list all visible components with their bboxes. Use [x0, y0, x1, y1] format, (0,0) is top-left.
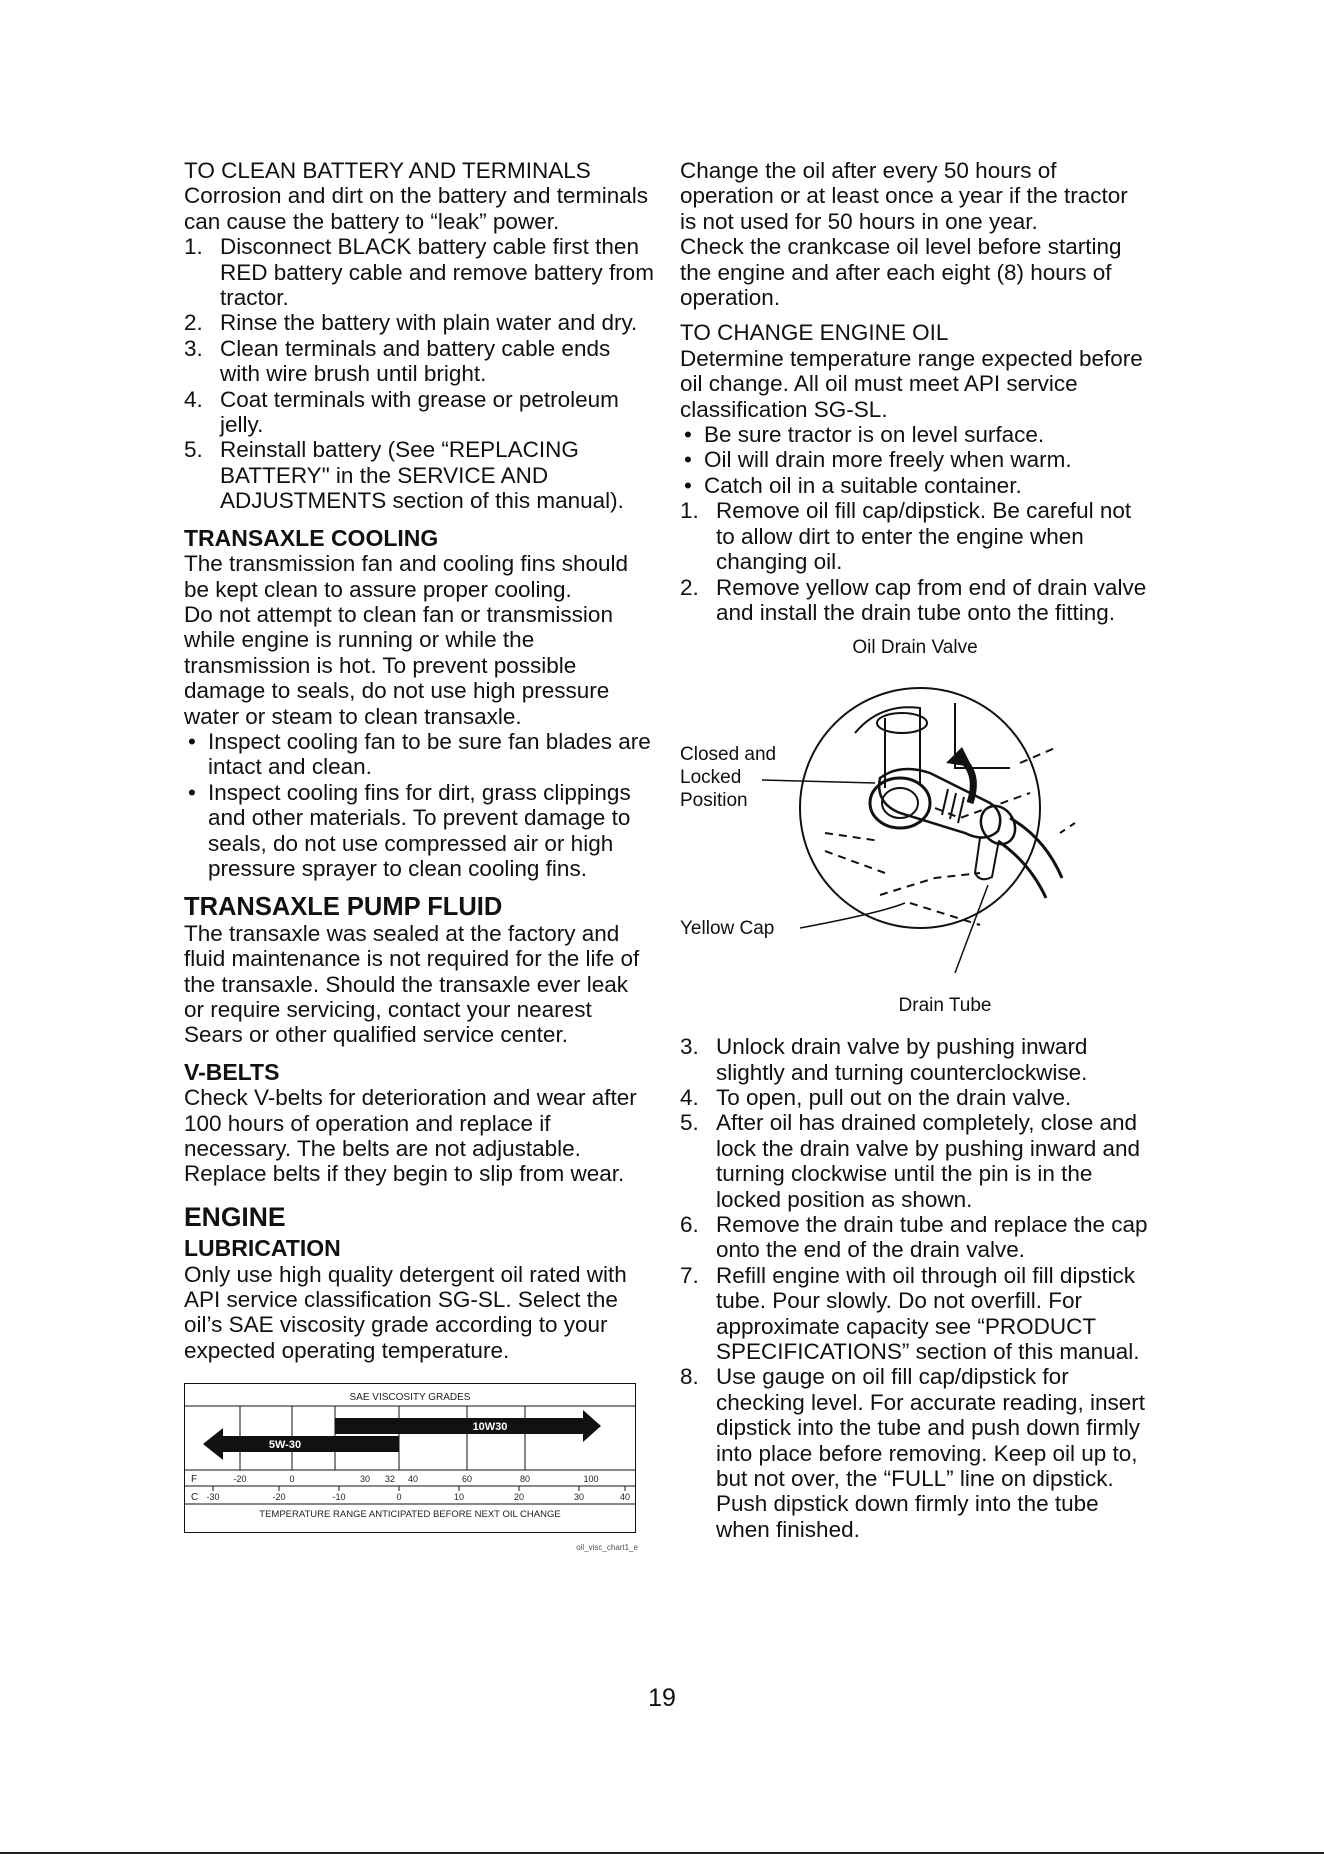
lubrication-heading: LUBRICATION — [184, 1235, 341, 1262]
cooling-paragraph-2: Do not attempt to clean fan or transmission while engine is running or while the transmission is hot. To prevent possible damage to seals, do not use high pressure water or steam to clean transaxle. — [184, 601, 613, 729]
list-item: 8. Use gauge on oil fill cap/dipstick for checking level. For accurate reading, insert dipstick into the tube and push down firmly into place before removing. Keep oil up to, but not over, the “FULL” line on dipstick. Push dipstick down firmly into the tube when finished. — [680, 1364, 1145, 1542]
list-item: • Be sure tractor is on level surface. — [684, 422, 1045, 448]
f-scale-label: F — [191, 1474, 198, 1486]
change-oil-steps-a — [680, 498, 1150, 625]
list-item: 4. Coat terminals with grease or petroleum jelly. — [184, 386, 619, 438]
v-belts-paragraph: Check V-belts for deterioration and wear after 100 hours of operation and replace if necessary. The belts are not adjustable. Replace belts if they begin to slip from wear. — [184, 1085, 637, 1187]
transaxle-cooling-heading: TRANSAXLE COOLING — [184, 524, 439, 551]
svg-text:-20: -20 — [233, 1474, 247, 1485]
list-item: • Oil will drain more freely when warm. — [684, 447, 1072, 473]
svg-text:30: 30 — [573, 1492, 585, 1503]
right-column — [680, 158, 1150, 1542]
change-oil-bullets — [680, 422, 1150, 498]
oil-check-paragraph: Check the crankcase oil level before starting the engine and after each eight (8) hours of operation. — [680, 234, 1122, 311]
cooling-paragraph-1: The transmission fan and cooling fins should be kept clean to assure proper cooling. — [184, 551, 629, 602]
battery-intro: Corrosion and dirt on the battery and terminals can cause the battery to “leak” power. — [184, 183, 648, 234]
drain-tube-label: Drain Tube — [898, 994, 992, 1016]
svg-text:60: 60 — [461, 1474, 473, 1485]
svg-text:0: 0 — [289, 1474, 295, 1485]
cooling-bullets — [184, 729, 654, 881]
svg-text:-20: -20 — [272, 1492, 286, 1503]
drain-valve-illustration — [680, 663, 1150, 993]
battery-steps — [184, 234, 654, 513]
list-item: • Inspect cooling fins for dirt, grass clippings and other materials. To prevent damage to seals, do not use compressed air or high pressure sprayer to clean cooling fins. — [188, 779, 631, 881]
viscosity-chart-graphic — [185, 1384, 635, 1532]
svg-text:20: 20 — [513, 1492, 525, 1503]
f-ticks — [233, 1474, 598, 1484]
battery-heading: TO CLEAN BATTERY AND TERMINALS — [184, 158, 591, 183]
bar-10w30-label: 10W30 — [472, 1421, 508, 1434]
change-oil-heading: TO CHANGE ENGINE OIL — [680, 320, 949, 346]
list-item: 1. Remove oil fill cap/dipstick. Be careful not to allow dirt to enter the engine when changing oil. — [680, 498, 1132, 575]
list-item: • Catch oil in a suitable container. — [684, 472, 1022, 498]
oil-drain-valve-title: Oil Drain Valve — [852, 637, 978, 659]
list-item: • Inspect cooling fan to be sure fan blades are intact and clean. — [188, 728, 651, 780]
chart-footer: TEMPERATURE RANGE ANTICIPATED BEFORE NEXT OIL CHANGE — [259, 1509, 561, 1521]
svg-text:-30: -30 — [206, 1492, 220, 1503]
list-item: 4. To open, pull out on the drain valve. — [680, 1084, 1072, 1110]
change-oil-intro: Determine temperature range expected before oil change. All oil must meet API service classification SG-SL. — [680, 345, 1143, 422]
bottom-rule — [0, 1852, 1324, 1854]
svg-text:10: 10 — [453, 1492, 465, 1503]
page-number: 19 — [648, 1684, 676, 1712]
list-item: 2. Rinse the battery with plain water and dry. — [184, 310, 638, 336]
svg-text:30: 30 — [359, 1474, 371, 1485]
v-belts-heading: V-BELTS — [184, 1058, 280, 1085]
svg-text:0: 0 — [396, 1492, 402, 1503]
svg-text:100: 100 — [583, 1474, 599, 1485]
list-item: 3. Unlock drain valve by pushing inward slightly and turning counterclockwise. — [680, 1034, 1088, 1085]
list-item: 1. Disconnect BLACK battery cable first then RED battery cable and remove battery from tractor. — [184, 234, 654, 311]
left-column — [184, 158, 654, 1561]
list-item: 5. Reinstall battery (See “REPLACING BATTERY" in the SERVICE AND ADJUSTMENTS section of this manual). — [184, 437, 624, 514]
list-item: 2. Remove yellow cap from end of drain valve and install the drain tube onto the fitting. — [680, 574, 1147, 625]
svg-text:40: 40 — [619, 1492, 631, 1503]
chart-title: SAE VISCOSITY GRADES — [349, 1392, 471, 1404]
lubrication-paragraph: Only use high quality detergent oil rated with API service classification SG-SL. Select the oil’s SAE viscosity grade according to your expected operating temperature. — [184, 1261, 627, 1363]
svg-text:-10: -10 — [332, 1492, 346, 1503]
svg-text:32: 32 — [384, 1474, 396, 1485]
oil-change-interval: Change the oil after every 50 hours of operation or at least once a year if the tractor is not used for 50 hours in one year. — [680, 158, 1128, 234]
closed-and-locked-label: Closed and Locked Position — [680, 743, 777, 811]
sae-viscosity-chart — [184, 1383, 636, 1533]
svg-text:80: 80 — [519, 1474, 531, 1485]
c-ticks — [206, 1492, 630, 1502]
list-item: 5. After oil has drained completely, close and lock the drain valve by pushing inward and turning clockwise until the pin is in the locked position as shown. — [680, 1110, 1141, 1212]
svg-text:40: 40 — [407, 1474, 419, 1485]
c-scale-label: C — [191, 1492, 199, 1504]
yellow-cap-label: Yellow Cap — [680, 917, 775, 939]
bar-5w30-label: 5W-30 — [268, 1439, 302, 1452]
pump-fluid-paragraph: The transaxle was sealed at the factory and fluid maintenance is not required for the life of the transaxle. Should the transaxle ever leak or require servicing, contact your nearest Sears or other qualified service center. — [184, 920, 640, 1048]
engine-heading: ENGINE — [184, 1201, 286, 1232]
oil-drain-valve-figure — [680, 663, 1150, 993]
list-item: 7. Refill engine with oil through oil fill dipstick tube. Pour slowly. Do not overfill. For approximate capacity see “PRODUCT SPECIFICATIONS” section of this manual. — [680, 1262, 1140, 1364]
chart-file-note: oil_visc_chart1_e — [576, 1543, 638, 1553]
list-item: 3. Clean terminals and battery cable ends with wire brush until bright. — [184, 335, 611, 387]
transaxle-pump-fluid-heading: TRANSAXLE PUMP FLUID — [184, 893, 503, 922]
list-item: 6. Remove the drain tube and replace the cap onto the end of the drain valve. — [680, 1211, 1148, 1263]
change-oil-steps-b — [680, 1034, 1150, 1542]
